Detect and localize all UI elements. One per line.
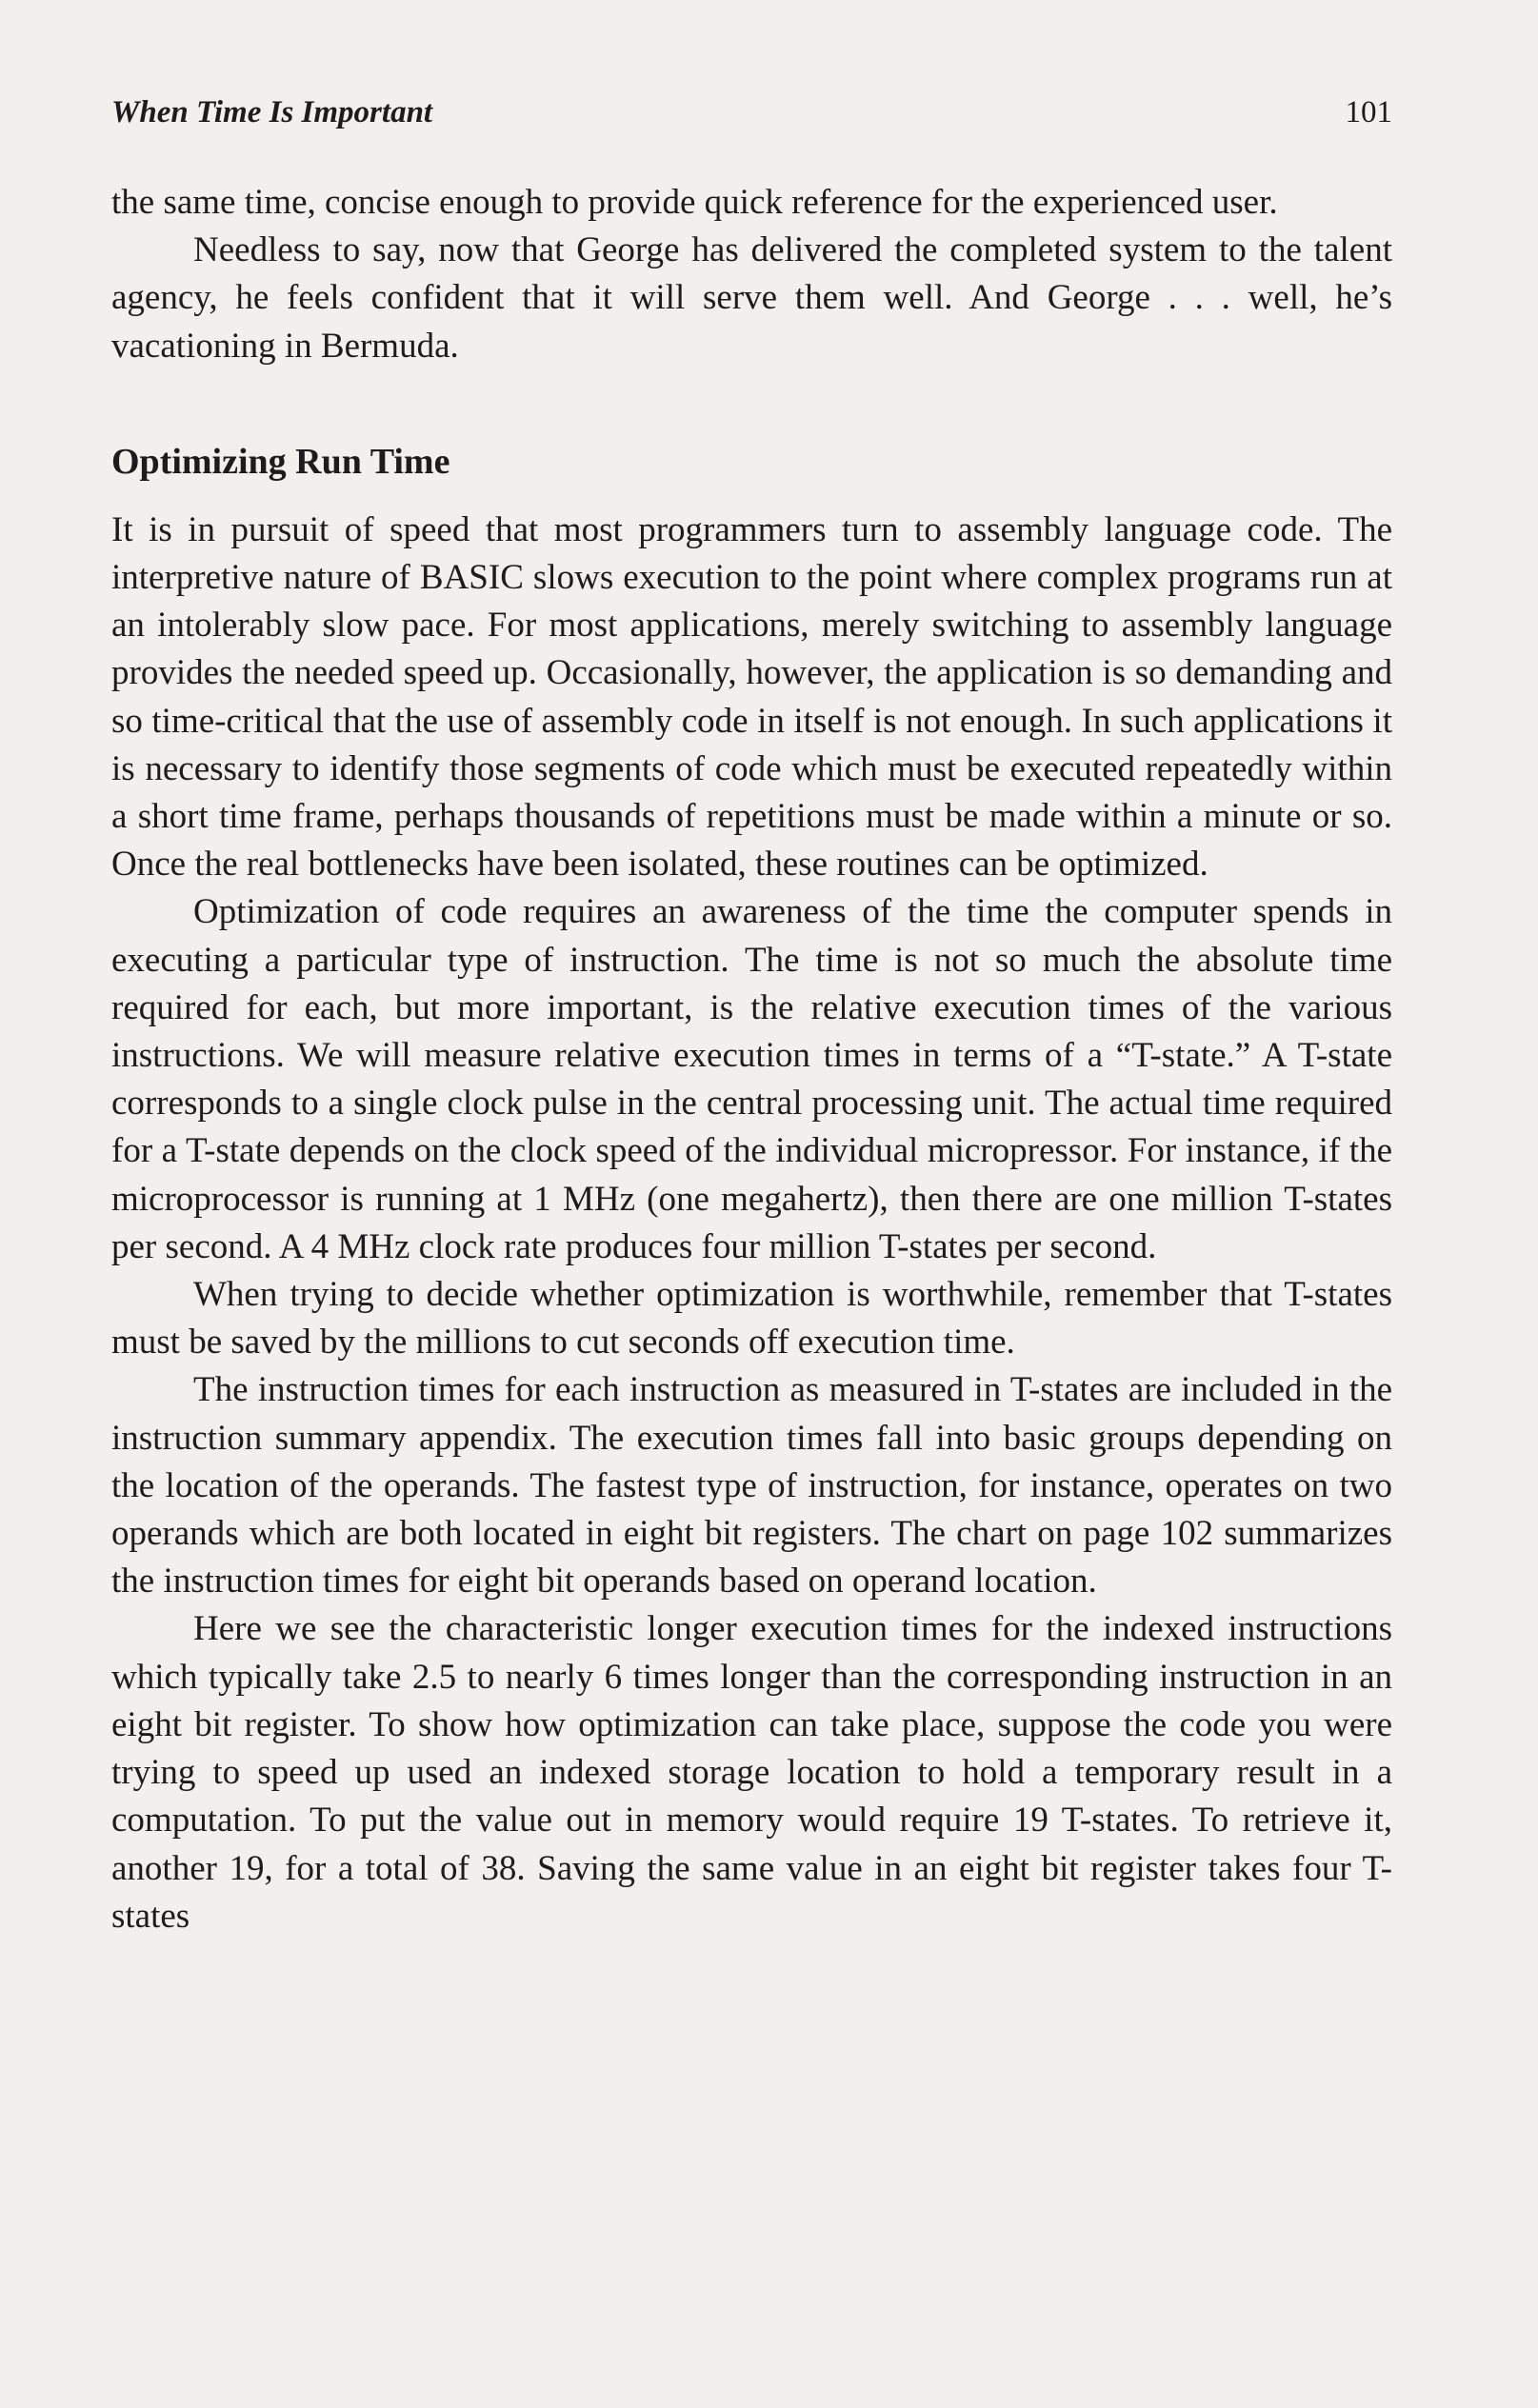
book-page bbox=[111, 95, 1392, 1940]
paragraph-continued: the same time, concise enough to provide quick reference for the experienced user. bbox=[111, 183, 1278, 222]
paragraph-george: Needless to say, now that George has delivered the completed system to the talent agency, he feels confident that it will serve them well. And George . . . well, he’s vacationing in Bermuda. bbox=[111, 230, 1392, 366]
running-title: When Time Is Important bbox=[111, 95, 433, 129]
paragraph-worthwhile: When trying to decide whether optimization is worthwhile, remember that T-states must be saved by the millions to cut seconds off execution time. bbox=[111, 1275, 1392, 1363]
paragraph-instruction-times: The instruction times for each instruction as measured in T-states are included in the instruction summary appendix. The execution times fall into basic groups depending on the location of the operands. The fastest type of instruction, for instance, operates on two operands which are both located in eight bit registers. The chart on page 102 summarizes the instruction times for eight bit operands based on operand location. bbox=[111, 1370, 1392, 1602]
paragraph-indexed: Here we see the characteristic longer execution times for the indexed instructions which typically take 2.5 to nearly 6 times longer than the corresponding instruction in an eight bit register. To show how optimization can take place, suppose the code you were trying to speed up used an indexed storage location to hold a temporary result in a computation. To put the value out in memory would require 19 T-states. To retrieve it, another 19, for a total of 38. Saving the same value in an eight bit register takes four T-states bbox=[111, 1609, 1392, 1936]
paragraph-optimization: Optimization of code requires an awareness of the time the computer spends in executing a particular type of instruction. The time is not so much the absolute time required for each, but more important, is the relative execution times of the various instructions. We will measure relative execution times in terms of a “T-state.” A T-state corresponds to a single clock pulse in the central processing unit. The actual time required for a T-state depends on the clock speed of the individual micropressor. For instance, if the microprocessor is running at 1 MHz (one megahertz), then there are one million T-states per second. A 4 MHz clock rate produces four million T-states per second. bbox=[111, 892, 1392, 1266]
paragraph-speed: It is in pursuit of speed that most programmers turn to assembly language code. The interpretive nature of BASIC slows execution to the point where complex programs run at an intolerably slow pace. For most applications, merely switching to assembly language provides the needed speed up. Occasionally, however, the application is so demanding and so time-critical that the use of assembly code in itself is not enough. In such applications it is necessary to identify those segments of code which must be executed repeatedly within a short time frame, perhaps thousands of repetitions must be made within a minute or so. Once the real bottlenecks have been isolated, these routines can be optimized. bbox=[111, 509, 1392, 885]
running-header bbox=[111, 95, 1392, 152]
section-heading: Optimizing Run Time bbox=[111, 441, 450, 482]
page-number: 101 bbox=[1345, 95, 1392, 129]
